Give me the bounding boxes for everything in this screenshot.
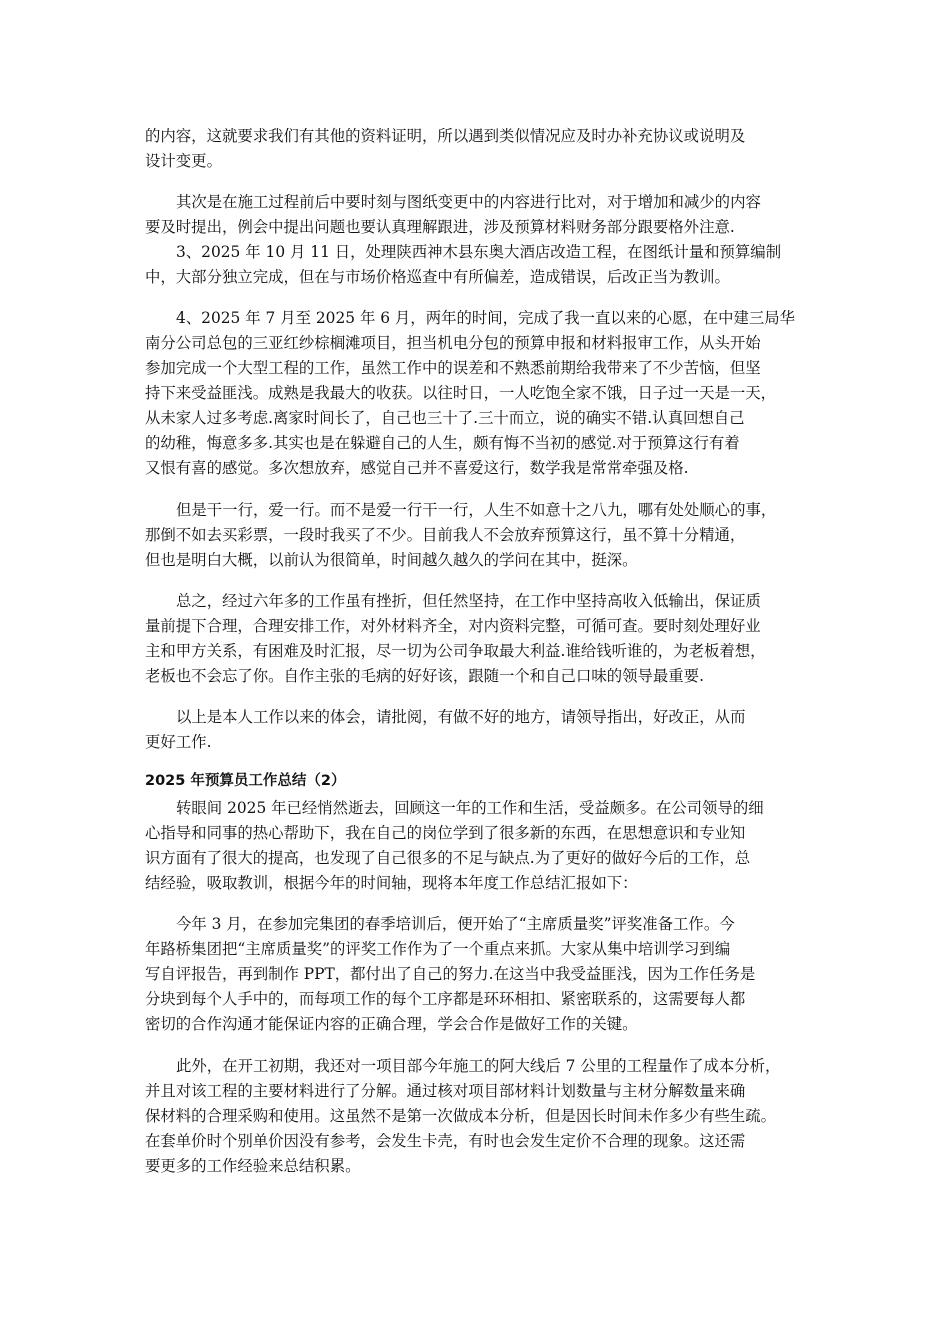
paragraph-line: 那倒不如去买彩票，一段时我买了不少。目前我人不会放弃预算这行，虽不算十分精通， bbox=[145, 526, 746, 544]
paragraph-line: 在套单价时个别单价因没有参考，会发生卡壳，有时也会发生定价不合理的现象。这还需 bbox=[145, 1132, 746, 1150]
paragraph-line: 又恨有喜的感觉。多次想放弃，感觉自己并不喜爱这行，数学我是常常牵强及格. bbox=[145, 459, 689, 477]
paragraph-line: 但也是明白大概，以前认为很简单，时间越久越久的学问在其中，挺深。 bbox=[145, 551, 638, 569]
paragraph-line: 此外，在开工初期，我还对一项目部今年施工的阿大线后 7 公里的工程量作了成本分析， bbox=[176, 1057, 781, 1075]
paragraph-line: 3、2025 年 10 月 11 日，处理陕西神木县东奥大酒店改造工程，在图纸计量和预算编制 bbox=[176, 243, 782, 261]
paragraph-line: 心指导和同事的热心帮助下，我在自己的岗位学到了很多新的东西，在思想意识和专业知 bbox=[145, 824, 746, 842]
paragraph-line: 识方面有了很大的提高，也发现了自己很多的不足与缺点.为了更好的做好今后的工作，总 bbox=[145, 849, 751, 867]
paragraph-line: 量前提下合理，合理安排工作，对外材料齐全，对内资料完整，可循可查。要时刻处理好业 bbox=[145, 617, 761, 635]
paragraph-line: 主和甲方关系，有困难及时汇报，尽一切为公司争取最大利益.谁给钱听谁的，为老板着想， bbox=[145, 642, 766, 660]
paragraph-line: 分块到每个人手中的，而每项工作的每个工序都是环环相扣、紧密联系的，这需要每人都 bbox=[145, 990, 746, 1008]
paragraph-line: 并且对该工程的主要材料进行了分解。通过核对项目部材料计划数量与主材分解数量来确 bbox=[145, 1082, 746, 1100]
paragraph-line: 总之，经过六年多的工作虽有挫折，但任然坚持，在工作中坚持高收入低输出，保证质 bbox=[176, 592, 761, 610]
paragraph-line: 的内容，这就要求我们有其他的资料证明，所以遇到类似情况应及时办补充协议或说明及 bbox=[145, 127, 746, 145]
paragraph-line: 今年 3 月，在参加完集团的春季培训后，便开始了“主席质量奖”评奖准备工作。今 bbox=[176, 915, 735, 933]
paragraph-line: 写自评报告，再到制作 PPT，都付出了自己的努力.在这当中我受益匪浅，因为工作任务是 bbox=[145, 965, 756, 983]
paragraph-line: 其次是在施工过程前后中要时刻与图纸变更中的内容进行比对，对于增加和减少的内容 bbox=[176, 193, 761, 211]
paragraph-line: 要更多的工作经验来总结积累。 bbox=[145, 1157, 361, 1175]
paragraph-line: 年路桥集团把“主席质量奖”的评奖工作作为了一个重点来抓。大家从集中培训学习到编 bbox=[145, 940, 731, 958]
paragraph-line: 更好工作. bbox=[145, 733, 212, 751]
paragraph-line: 老板也不会忘了你。自作主张的毛病的好好该，跟随一个和自己口味的领导最重要. bbox=[145, 667, 704, 685]
paragraph-line: 要及时提出，例会中提出问题也要认真理解跟进，涉及预算材料财务部分跟要格外注意. bbox=[145, 218, 735, 236]
paragraph-line: 持下来受益匪浅。成熟是我最大的收获。以往时日，一人吃饱全家不饿，日子过一天是一天， bbox=[145, 384, 777, 402]
paragraph-line: 中，大部分独立完成，但在与市场价格巡查中有所偏差，造成错误，后改正当为教训。 bbox=[145, 268, 730, 286]
paragraph-line: 设计变更。 bbox=[145, 152, 222, 170]
paragraph-line: 南分公司总包的三亚红纱棕榈滩项目，担当机电分包的预算申报和材料报审工作，从头开始 bbox=[145, 334, 761, 352]
paragraph-line: 4、2025 年 7 月至 2025 年 6 月，两年的时间，完成了我一直以来的心愿，在中建三局华 bbox=[176, 309, 796, 327]
paragraph-line: 从未家人过多考虑.离家时间长了，自己也三十了.三十而立，说的确实不错.认真回想自己 bbox=[145, 409, 745, 427]
paragraph-line: 保材料的合理采购和使用。这虽然不是第一次做成本分析，但是因长时间未作多少有些生疏。 bbox=[145, 1107, 777, 1125]
paragraph-line: 结经验，吸取教训，根据今年的时间轴，现将本年度工作总结汇报如下： bbox=[145, 874, 638, 892]
paragraph-line: 的幼稚，悔意多多.其实也是在躲避自己的人生，颇有悔不当初的感觉.对于预算这行有着 bbox=[145, 434, 740, 452]
paragraph-line: 但是干一行，爱一行。而不是爱一行干一行，人生不如意十之八九，哪有处处顺心的事， bbox=[176, 501, 777, 519]
paragraph-line: 转眼间 2025 年已经悄然逝去，回顾这一年的工作和生活，受益颇多。在公司领导的细 bbox=[176, 799, 764, 817]
section-heading: 2025 年预算员工作总结（2） bbox=[145, 773, 346, 789]
paragraph-line: 参加完成一个大型工程的工作，虽然工作中的误差和不熟悉前期给我带来了不少苦恼，但坚 bbox=[145, 359, 761, 377]
paragraph-line: 密切的合作沟通才能保证内容的正确合理，学会合作是做好工作的关键。 bbox=[145, 1015, 638, 1033]
paragraph-line: 以上是本人工作以来的体会，请批阅，有做不好的地方，请领导指出，好改正，从而 bbox=[176, 708, 746, 726]
